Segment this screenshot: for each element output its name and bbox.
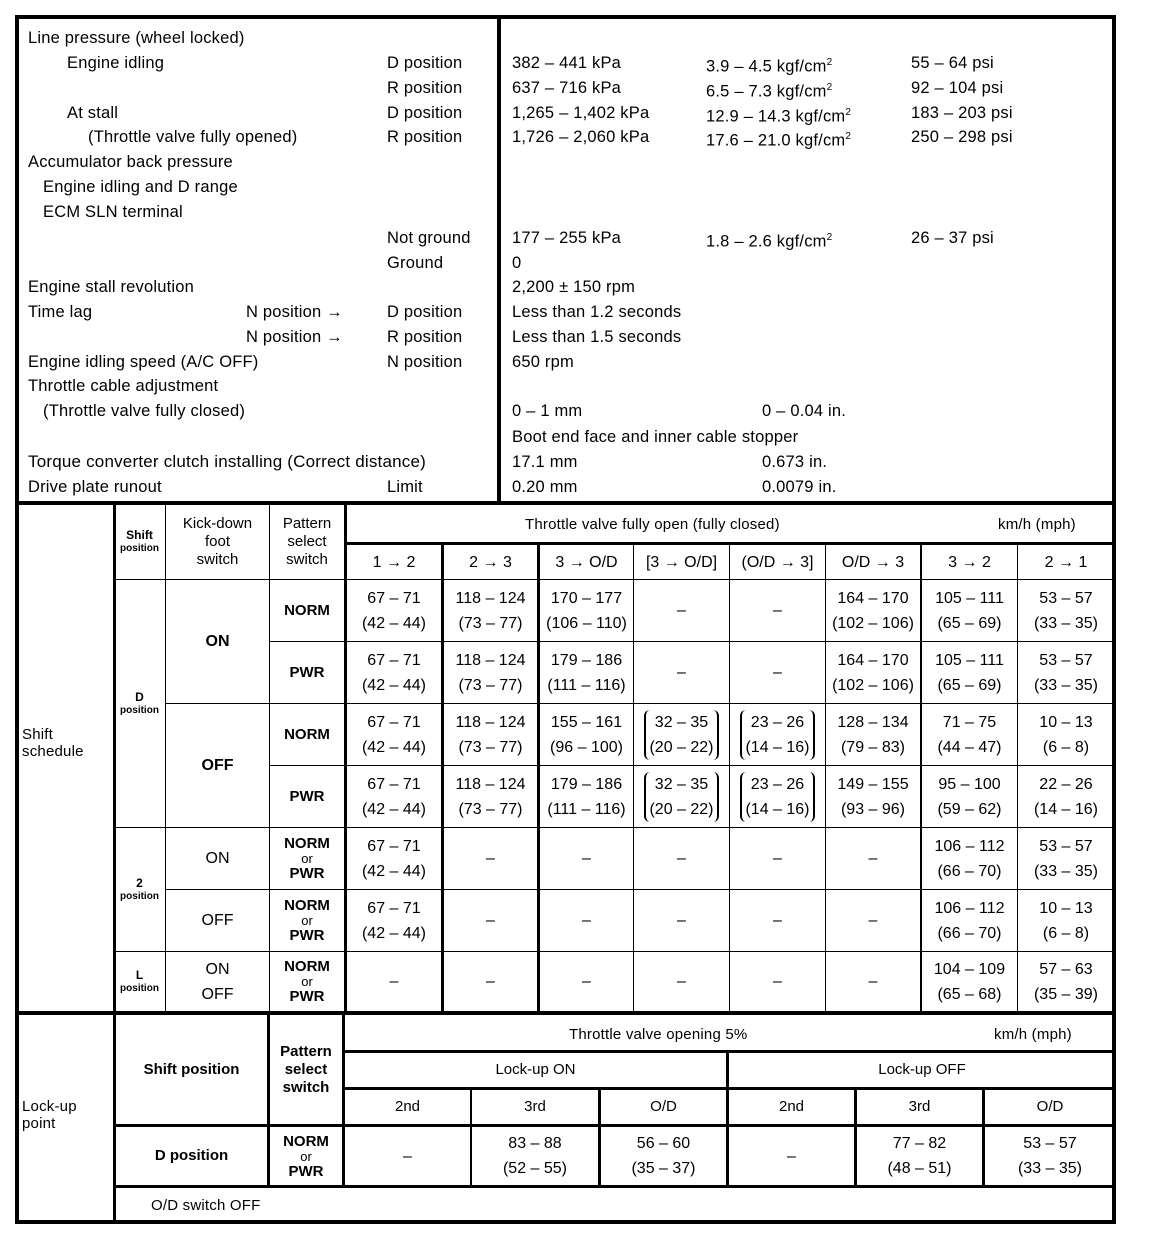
col-od-3: O/D → 3 (841, 553, 905, 571)
shift-cell: – (582, 973, 591, 990)
pattern-2-off: NORM or PWR (284, 897, 330, 944)
hdr-kickdown-switch: Kick-down foot switch (182, 515, 253, 568)
throttle-cable-note: Boot end face and inner cable stopper (512, 428, 799, 446)
drive-plate-in: 0.0079 in. (762, 478, 837, 496)
shift-cell: 67 – 71 (42 – 44) (361, 899, 427, 942)
shift-cell (730, 766, 825, 827)
lu-gear-off-3rd: 3rd (908, 1098, 931, 1115)
shift-cell: 10 – 13 (6 – 8) (1039, 899, 1093, 942)
throttle-cable-mm: 0 – 1 mm (512, 402, 583, 420)
shift-cell: – (773, 664, 782, 681)
shift-cell: 106 – 112 (66 – 70) (934, 899, 1005, 942)
col-3-2: 3 → 2 (948, 553, 991, 571)
lu-hdr-lockup-off: Lock-up OFF (878, 1061, 966, 1078)
pattern-d-off-norm: NORM (284, 726, 330, 743)
lu-d-position: D position (154, 1147, 229, 1164)
lp-kgf-3: 12.9 – 14.3 kgf/$cm^2$ (706, 107, 852, 126)
shift-cell: 155 – 161 (96 – 100) (550, 713, 623, 756)
shift-cell: 53 – 57 (33 – 35) (1033, 837, 1099, 880)
drive-plate-mm: 0.20 mm (512, 478, 578, 496)
lp-condition-3: D position (387, 104, 463, 122)
col-1-2: 1 → 2 (372, 553, 416, 571)
shift-cell (634, 704, 729, 765)
pattern-d-off-pwr: PWR (289, 788, 325, 805)
idle-speed-value: 650 rpm (512, 353, 574, 371)
lp-kpa-4: 1,726 – 2,060 kPa (512, 128, 650, 146)
idle-speed-label: Engine idling speed (A/C OFF) (28, 353, 259, 371)
lockup-cell: – (787, 1147, 796, 1165)
shift-cell: 95 – 100 (59 – 62) (937, 775, 1002, 818)
not-ground-kgf: 1.8 – 2.6 kgf/$cm^2$ (706, 232, 833, 251)
two-position-label: 2 position (120, 875, 159, 902)
throttle-fully-opened-label: (Throttle valve fully opened) (88, 128, 298, 146)
shift-cell: – (486, 912, 495, 929)
shift-cell: – (677, 602, 686, 619)
shift-cell: 104 – 109 (65 – 68) (933, 960, 1006, 1003)
shift-cell: – (868, 850, 878, 867)
col-3-od: 3 → O/D (555, 553, 618, 571)
shift-cell: 105 – 111 (65 – 69) (935, 651, 1004, 694)
shift-cell: 67 – 71 (42 – 44) (361, 651, 427, 694)
kickdown-d-on: ON (205, 633, 230, 650)
shift-cell: 106 – 112 (66 – 70) (934, 837, 1005, 880)
shift-cell: – (582, 850, 591, 867)
time-lag-d-value: Less than 1.2 seconds (512, 303, 682, 321)
lu-gear-off-od: O/D (1036, 1098, 1064, 1115)
lu-gear-on-2nd: 2nd (394, 1098, 421, 1115)
torque-conv-in: 0.673 in. (762, 453, 828, 471)
lp-kgf-1: 3.9 – 4.5 kgf/$cm^2$ (706, 57, 833, 76)
lu-hdr-lockup-on: Lock-up ON (495, 1061, 576, 1078)
l-position-label: L position (120, 967, 159, 994)
pattern-d-on-norm: NORM (284, 602, 330, 619)
closed-throttle-bracket: 23 – 26 (14 – 16) (740, 710, 814, 760)
lp-psi-4: 250 – 298 psi (911, 128, 1013, 146)
not-ground-kpa: 177 – 255 kPa (512, 229, 622, 247)
shift-schedule-label: Shift schedule (22, 726, 84, 760)
engine-idling-label: Engine idling (67, 54, 165, 72)
at-stall-label: At stall (67, 104, 119, 122)
col-od-3-closed: (O/D → 3] (741, 553, 814, 571)
shift-cell: – (486, 850, 495, 867)
spec-column-divider (497, 15, 501, 503)
time-lag-n-to-d: N position → (246, 303, 343, 321)
lockup-cell: 56 – 60 (35 – 37) (631, 1135, 696, 1177)
closed-throttle-bracket: 32 – 35 (20 – 22) (644, 772, 718, 822)
od-switch-off-label: O/D switch OFF (151, 1197, 261, 1214)
col-2-3: 2 → 3 (469, 553, 512, 571)
time-lag-r-position: R position (387, 328, 463, 346)
throttle-cable-label: Throttle cable adjustment (28, 377, 219, 395)
shift-cell: 128 – 134 (79 – 83) (837, 713, 909, 756)
shift-cell: – (773, 973, 782, 990)
lockup-cell: 77 – 82 (48 – 51) (887, 1135, 952, 1177)
shift-cell: 179 – 186 (111 – 116) (547, 775, 626, 818)
shift-cell: 67 – 71 (42 – 44) (361, 775, 427, 818)
lockup-cell: 53 – 57 (33 – 35) (1017, 1135, 1083, 1177)
shift-cell: 67 – 71 (42 – 44) (361, 713, 427, 756)
accumulator-title: Accumulator back pressure (28, 153, 233, 171)
lp-kpa-3: 1,265 – 1,402 kPa (512, 104, 650, 122)
lp-kgf-4: 17.6 – 21.0 kgf/$cm^2$ (706, 131, 852, 150)
lp-condition-1: D position (387, 54, 463, 72)
shift-cell: – (773, 602, 782, 619)
shift-cell (730, 704, 825, 765)
hdr-throttle-fully-open: Throttle valve fully open (fully closed) (525, 516, 780, 533)
stall-rev-value: 2,200 ± 150 rpm (512, 278, 636, 296)
col-3-od-closed: [3 → O/D] (645, 553, 718, 571)
time-lag-d-position: D position (387, 303, 463, 321)
hdr-unit: km/h (mph) (998, 516, 1076, 533)
pattern-l: NORM or PWR (284, 958, 330, 1005)
shift-cell: – (486, 973, 495, 990)
lp-condition-2: R position (387, 79, 463, 97)
lu-hline-4 (113, 1185, 1115, 1188)
shift-cell: – (868, 973, 878, 990)
lp-psi-1: 55 – 64 psi (911, 54, 994, 72)
lp-kpa-1: 382 – 441 kPa (512, 54, 622, 72)
shift-cell: 22 – 26 (14 – 16) (1033, 775, 1099, 818)
shift-cell: 118 – 124 (73 – 77) (455, 775, 526, 818)
pattern-2-on: NORM or PWR (284, 835, 330, 882)
shift-cell: 67 – 71 (42 – 44) (361, 837, 427, 880)
shift-cell: 118 – 124 (73 – 77) (455, 651, 526, 694)
lu-gear-on-od: O/D (650, 1098, 677, 1115)
shift-cell: – (868, 912, 878, 929)
d-position-label: D position (120, 689, 159, 716)
torque-conv-mm: 17.1 mm (512, 453, 578, 471)
lu-hdr-throttle: Throttle valve opening 5% (569, 1026, 748, 1043)
shift-cell: 71 – 75 (44 – 47) (937, 713, 1002, 756)
shift-cell: 57 – 63 (35 – 39) (1033, 960, 1099, 1003)
hdr-shift-position: Shift position (120, 528, 159, 554)
shift-cell: 10 – 13 (6 – 8) (1039, 713, 1093, 756)
lu-hdr-unit: km/h (mph) (994, 1026, 1072, 1043)
drive-plate-limit: Limit (387, 478, 423, 496)
col-2-1: 2 → 1 (1044, 553, 1088, 571)
hdr-pattern-select: Pattern select switch (282, 515, 332, 568)
lp-kpa-2: 637 – 716 kPa (512, 79, 622, 97)
lu-gear-on-3rd: 3rd (524, 1098, 546, 1115)
lp-condition-4: R position (387, 128, 463, 146)
ground-value: 0 (512, 254, 522, 272)
not-ground-label: Not ground (387, 229, 471, 247)
shift-cell (634, 766, 729, 827)
shift-cell: – (773, 850, 782, 867)
idle-speed-n-position: N position (387, 353, 463, 371)
closed-throttle-bracket: 32 – 35 (20 – 22) (644, 710, 718, 760)
kickdown-d-off: OFF (201, 757, 234, 774)
shift-cell: 170 – 177 (106 – 110) (546, 589, 627, 632)
kickdown-l-on-off: ON OFF (201, 960, 234, 1003)
kickdown-2-off: OFF (201, 912, 234, 929)
time-lag-label: Time lag (28, 303, 93, 321)
shift-cell: 53 – 57 (33 – 35) (1033, 589, 1099, 632)
shift-cell: 53 – 57 (33 – 35) (1033, 651, 1099, 694)
line-pressure-title: Line pressure (wheel locked) (28, 29, 245, 47)
lu-hdr-shift-position: Shift position (143, 1060, 240, 1078)
lu-gear-off-2nd: 2nd (778, 1098, 805, 1115)
shift-cell: 149 – 155 (93 – 96) (837, 775, 909, 818)
throttle-cable-in: 0 – 0.04 in. (762, 402, 847, 420)
pattern-d-on-pwr: PWR (289, 664, 325, 681)
lockup-cell: – (403, 1147, 412, 1165)
shift-cell: – (677, 973, 686, 990)
shift-cell: – (389, 973, 399, 990)
lockup-point-label: Lock-up point (22, 1098, 77, 1132)
shift-cell: – (677, 850, 686, 867)
accumulator-sub1: Engine idling and D range (43, 178, 238, 196)
lu-pattern-norm-pwr: NORM or PWR (283, 1132, 329, 1180)
torque-conv-label: Torque converter clutch installing (Correct distance) (28, 452, 426, 471)
shift-cell: 67 – 71 (42 – 44) (361, 589, 427, 632)
throttle-cable-sub: (Throttle valve fully closed) (43, 402, 246, 420)
not-ground-psi: 26 – 37 psi (911, 229, 994, 247)
ground-label: Ground (387, 254, 444, 272)
closed-throttle-bracket: 23 – 26 (14 – 16) (740, 772, 814, 822)
shift-cell: – (677, 912, 686, 929)
shift-cell: – (582, 912, 591, 929)
shift-cell: – (677, 664, 686, 681)
shift-cell: 105 – 111 (65 – 69) (935, 589, 1004, 632)
lp-psi-2: 92 – 104 psi (911, 79, 1004, 97)
kickdown-2-on: ON (205, 850, 230, 867)
accumulator-sub2: ECM SLN terminal (43, 203, 183, 221)
lockup-cell: 83 – 88 (52 – 55) (502, 1135, 568, 1177)
shift-cell: 118 – 124 (73 – 77) (455, 713, 526, 756)
stall-rev-label: Engine stall revolution (28, 278, 195, 296)
time-lag-n-to-r: N position → (246, 328, 343, 346)
shift-cell: 179 – 186 (111 – 116) (547, 651, 626, 694)
shift-cell: 164 – 170 (102 – 106) (832, 589, 914, 632)
lp-psi-3: 183 – 203 psi (911, 104, 1013, 122)
shift-cell: 164 – 170 (102 – 106) (832, 651, 914, 694)
drive-plate-label: Drive plate runout (28, 478, 162, 496)
shift-cell: 118 – 124 (73 – 77) (455, 589, 526, 632)
shift-cell: – (773, 912, 782, 929)
time-lag-r-value: Less than 1.5 seconds (512, 328, 682, 346)
lp-kgf-2: 6.5 – 7.3 kgf/$cm^2$ (706, 82, 833, 101)
lu-hdr-pattern-select: Pattern select switch (280, 1042, 332, 1096)
